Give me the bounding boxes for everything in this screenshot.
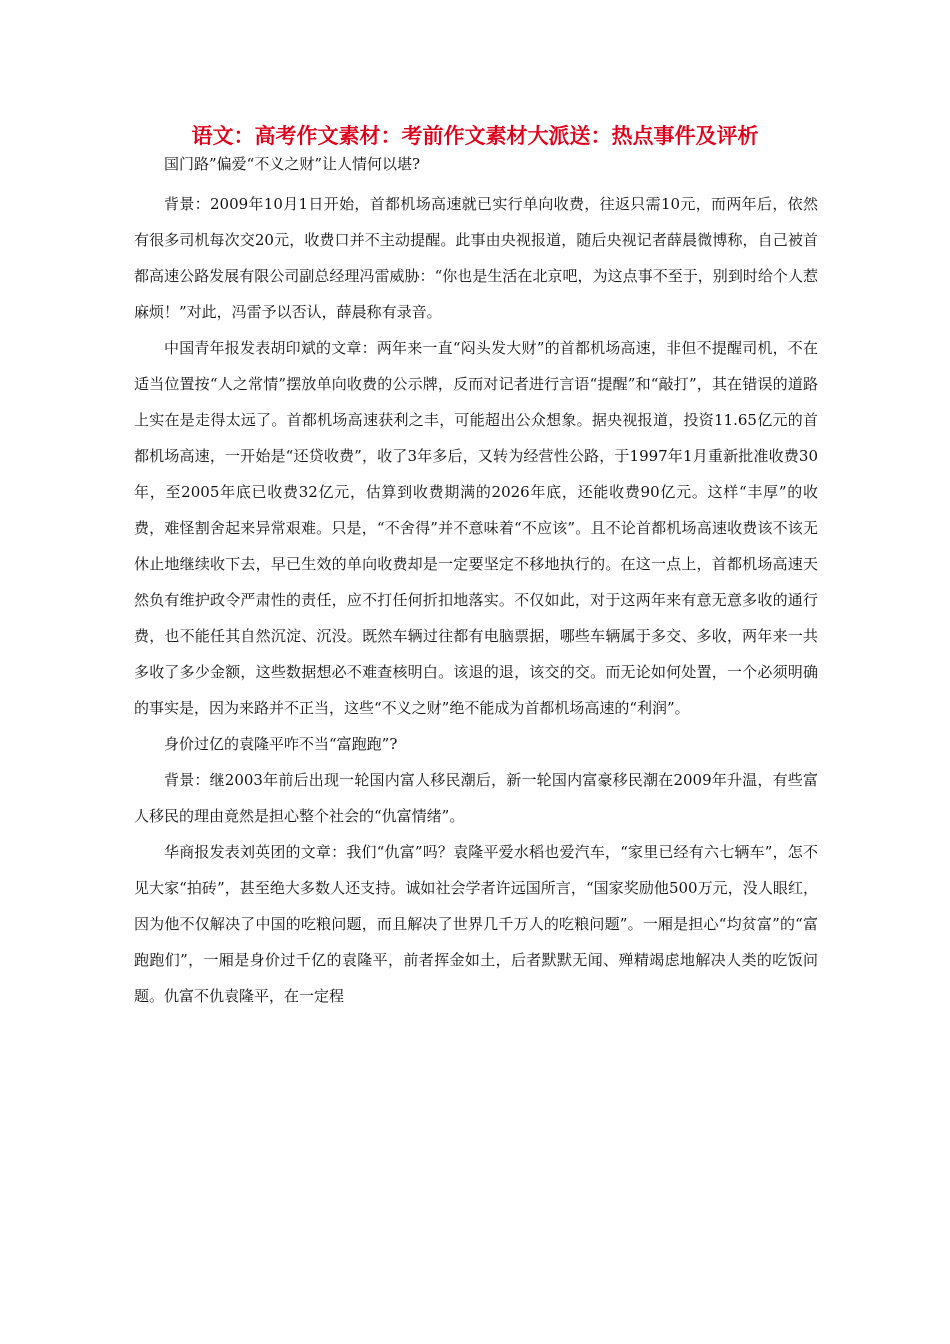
section-heading: 国门路”偏爱“不义之财”让人情何以堪? — [164, 155, 421, 173]
body-paragraph: 华商报发表刘英团的文章：我们“仇富”吗？袁隆平爱水稻也爱汽车，“家里已经有六七辆车”，怎不见大家“拍砖”，甚至绝大多数人还支持。诚如社会学者许远国所言，“国家奖励他500万元，没人眼红，因为他不仅解决了中国的吃粮问题，而且解决了世界几千万人的吃粮问题”。一厢是担心“均贫富”的“富跑跑们”，一厢是身价过千亿的袁隆平，前者挥金如土，后者默默无闻、殚精竭虑地解决人类的吃饭问题。仇富不仇袁隆平，在一定程 — [134, 843, 818, 1005]
document-title: 语文：高考作文素材：考前作文素材大派送：热点事件及评析 — [191, 123, 759, 148]
body-paragraph: 中国青年报发表胡印斌的文章：两年来一直“闷头发大财”的首都机场高速，非但不提醒司机，不在适当位置按“人之常情”摆放单向收费的公示牌，反而对记者进行言语“提醒”和“敲打”，其在错误的道路上实在是走得太远了。首都机场高速获利之丰，可能超出公众想象。据央视报道，投资11.65亿元的首都机场高速，一开始是“还贷收费”，收了3年多后，又转为经营性公路，于1997年1月重新批准收费30年，至2005年底已收费32亿元，估算到收费期满的2026年底，还能收费90亿元。这样“丰厚”的收费，难怪割舍起来异常艰难。只是，“不舍得”并不意味着“不应该”。且不论首都机场高速收费该不该无休止地继续收下去，早已生效的单向收费却是一定要坚定不移地执行的。在这一点上，首都机场高速天然负有维护政令严肃性的责任，应不打任何折扣地落实。不仅如此，对于这两年来有意无意多收的通行费，也不能任其自然沉淀、沉没。既然车辆过往都有电脑票据，哪些车辆属于多交、多收，两年来一共多收了多少金额，这些数据想必不难查核明白。该退的退，该交的交。而无论如何处置，一个必须明确的事实是，因为来路并不正当，这些“不义之财”绝不能成为首都机场高速的“利润”。 — [134, 339, 818, 717]
body-paragraph: 背景：继2003年前后出现一轮国内富人移民潮后，新一轮国内富豪移民潮在2009年升温，有些富人移民的理由竟然是担心整个社会的“仇富情绪”。 — [134, 771, 818, 825]
document-body — [134, 152, 818, 1014]
body-paragraph: 背景：2009年10月1日开始，首都机场高速就已实行单向收费，往返只需10元，而两年后，依然有很多司机每次交20元，收费口并不主动提醒。此事由央视报道，随后央视记者薛晨微博称，自己被首都高速公路发展有限公司副总经理冯雷威胁：“你也是生活在北京吧，为这点事不至于，别到时给个人惹麻烦！”对此，冯雷予以否认，薛晨称有录音。 — [134, 195, 818, 321]
section-heading: 身价过亿的袁隆平咋不当“富跑跑”? — [164, 735, 398, 753]
